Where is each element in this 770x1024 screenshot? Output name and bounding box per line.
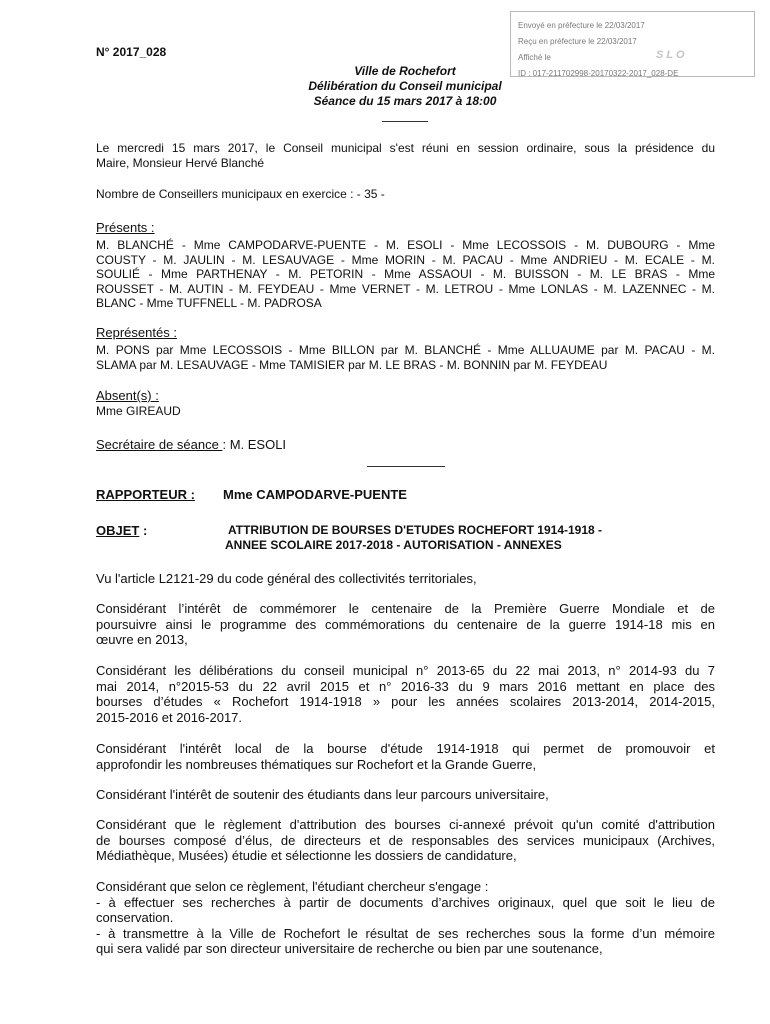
stamp-sent: Envoyé en préfecture le 22/03/2017 [518,21,645,30]
body-line: Considérant l'intérêt local de la bourse d'étude 1914-1918 qui permet de promouvoir et [96,741,715,756]
represented-list [96,343,715,372]
stamp-posted-label: Affiché le [518,53,551,62]
objet-colon: : [139,523,148,538]
body-line: Considérant l’intérêt de commémorer le centenaire de la Première Guerre Mondiale et de [96,601,715,616]
presents-line: M. BLANCHÉ - Mme CAMPODARVE-PUENTE - M. ESOLI - Mme LECOSSOIS - M. DUBOURG - Mme [96,238,715,252]
body-line: bourses d’études « Rochefort 1914-1918 » pour les années scolaires 2013-2014, 2014-2015, [96,694,715,709]
header-title: Délibération du Conseil municipal [308,79,502,93]
considerant-committee [96,817,715,864]
body-line: Médiathèque, Musées) étudie et sélectionne les dossiers de candidature, [96,848,517,863]
considerant-deliberations [96,663,715,725]
vu-article: Vu l'article L2121-29 du code général des collectivités territoriales, [96,571,477,586]
objet-title-line: ATTRIBUTION DE BOURSES D'ETUDES ROCHEFORT 1914-1918 - [228,523,603,537]
body-line: - à transmettre à la Ville de Rochefort le résultat de ses recherches sous la forme d’un mémoire [96,925,715,941]
presents-line: SOULIÉ - Mme PARTHENAY - M. PETORIN - Mme ASSAOUI - M. BUISSON - M. LE BRAS - Mme [96,267,715,281]
considerant-students: Considérant l'intérêt de soutenir des étudiants dans leur parcours universitaire, [96,787,549,802]
body-line: conservation. [96,910,174,925]
considerant-local-interest [96,741,715,772]
body-line: mai 2014, n°2015-53 du 22 avril 2015 et n° 2016-33 du 9 mars 2016 mettant en place des [96,678,715,694]
represented-line: SLAMA par M. LESAUVAGE - Mme TAMISIER par M. LE BRAS - M. BONNIN par M. FEYDEAU [96,357,608,372]
objet-title [225,523,698,553]
secretary-label: Secrétaire de séance [96,437,223,452]
body-line: approfondir les nombreuses thématiques sur Rochefort et la Grande Guerre, [96,756,537,772]
stamp-received: Reçu en préfecture le 22/03/2017 [518,37,637,46]
body-line: poursuivre ainsi le programme des commémorations du centenaire de la guerre 1914-18 mis en [96,616,715,632]
section-divider [367,466,445,467]
presents-line: ROUSSET - M. AUTIN - M. FEYDEAU - Mme VERNET - M. LETROU - Mme LONLAS - M. LAZENNEC - M. [96,281,715,296]
intro-line: Le mercredi 15 mars 2017, le Conseil municipal s'est réuni en session ordinaire, sous la présidence du [96,141,715,155]
secretary [96,437,715,453]
deliberation-number: N° 2017_028 [96,45,167,59]
presents-label: Présents : [96,220,155,235]
presents-line: BLANC - Mme TUFFNELL - M. PADROSA [96,296,322,310]
header-divider [382,121,428,122]
secretary-name: : M. ESOLI [222,437,287,452]
body-line: Considérant les délibérations du conseil municipal n° 2013-65 du 22 mai 2013, n° 2014-93 du 7 [96,663,715,678]
absent-names: Mme GIREAUD [96,404,181,418]
considerant-commemoration [96,601,715,648]
council-count: Nombre de Conseillers municipaux en exercice : - 35 - [96,187,385,201]
presents-list [96,238,715,311]
body-line: de bourses composé d’élus, de directeurs et de responsables des services municipaux (Archives, [96,832,715,848]
intro-line: Maire, Monsieur Hervé Blanché [96,155,265,170]
rapporteur [96,487,715,503]
stamp-id: ID : 017-211702998-20170322-2017_028-DE [518,69,679,78]
represented-label: Représentés : [96,325,177,340]
body-line: 2015-2016 et 2016-2017. [96,709,243,725]
represented-line: M. PONS par Mme LECOSSOIS - Mme BILLON par M. BLANCHÉ - Mme ALLUAUME par M. PACAU - M. [96,343,715,357]
header-city: Ville de Rochefort [354,64,456,78]
body-line: Considérant que le règlement d'attribution des bourses ci-annexé prévoit qu'un comité d'attribution [96,817,715,832]
body-line: qui sera validé par son directeur universitaire de recherche ou bien par une soutenance, [96,941,603,956]
header-session: Séance du 15 mars 2017 à 18:00 [313,94,497,108]
body-line: Considérant que selon ce règlement, l'étudiant chercheur s'engage : [96,879,489,894]
body-line: œuvre en 2013, [96,632,188,647]
intro-paragraph [96,141,715,170]
presents-line: COUSTY - M. JAULIN - M. LESAUVAGE - Mme MORIN - M. PACAU - Mme ANDRIEU - M. ECALE - M. [96,252,715,267]
body-line: - à effectuer ses recherches à partir de documents d’archives originaux, quel que soit le lieu de [96,894,715,910]
absent-label: Absent(s) : [96,388,159,403]
slo-logo-icon: SLO [656,49,688,61]
objet-title-line: ANNEE SCOLAIRE 2017-2018 - AUTORISATION - ANNEXES [225,538,562,552]
rapporteur-name: Mme CAMPODARVE-PUENTE [223,487,407,502]
objet-label: OBJET [96,523,140,538]
considerant-engagement [96,879,715,957]
rapporteur-label: RAPPORTEUR : [96,487,195,502]
